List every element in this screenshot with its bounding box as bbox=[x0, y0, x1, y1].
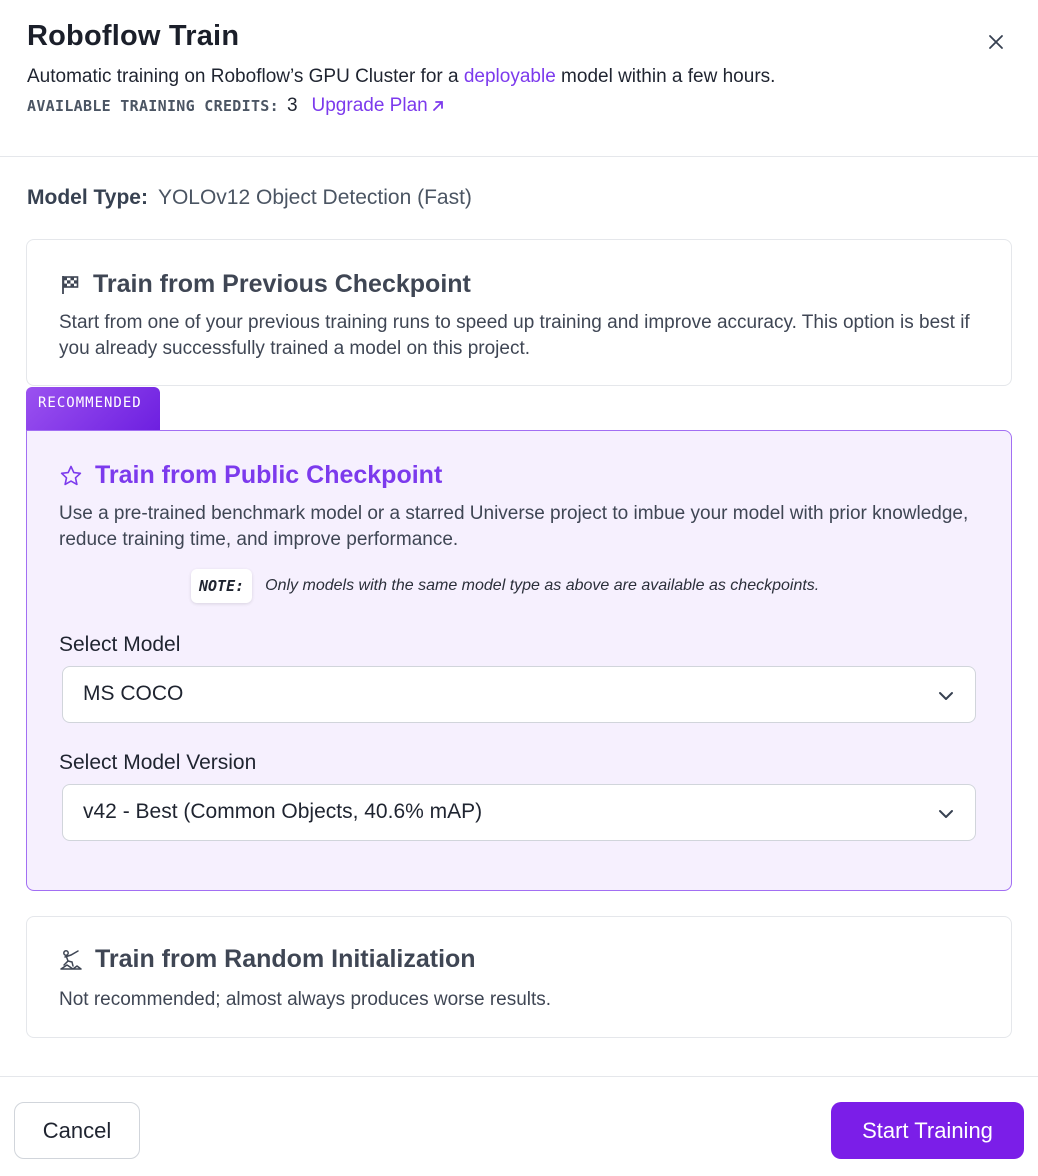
note bbox=[191, 569, 819, 603]
external-arrow-icon bbox=[431, 99, 445, 113]
note-tag: NOTE: bbox=[191, 569, 252, 603]
credits-label: AVAILABLE TRAINING CREDITS: bbox=[27, 97, 279, 115]
option-description: Use a pre-trained benchmark model or a starred Universe project to imbue your model with prior knowledge, reduce training time, and improve performance. bbox=[59, 503, 969, 550]
deployable-link[interactable]: deployable bbox=[463, 66, 556, 87]
upgrade-plan-link[interactable] bbox=[312, 95, 445, 117]
subtitle-text: Automatic training on Roboflow’s GPU Cluster for a bbox=[27, 66, 464, 87]
model-type-label: Model Type: bbox=[27, 186, 148, 209]
star-icon bbox=[59, 464, 83, 488]
select-version-dropdown[interactable] bbox=[62, 784, 976, 841]
chevron-down-icon bbox=[937, 805, 955, 823]
option-title bbox=[59, 945, 476, 974]
option-previous-checkpoint[interactable] bbox=[26, 239, 1012, 386]
footer-divider bbox=[0, 1076, 1038, 1077]
option-public-checkpoint[interactable] bbox=[26, 430, 1012, 891]
option-description: Start from one of your previous training runs to speed up training and improve accuracy. This option is best if you already successfully trained a model on this project. bbox=[59, 312, 970, 359]
recommended-badge: RECOMMENDED bbox=[26, 387, 160, 431]
select-version-label: Select Model Version bbox=[59, 751, 257, 774]
modal-subtitle bbox=[27, 66, 775, 88]
option-title bbox=[59, 270, 471, 299]
start-training-button[interactable]: Start Training bbox=[831, 1102, 1024, 1159]
model-type bbox=[27, 186, 472, 210]
shovel-icon bbox=[59, 948, 83, 972]
upgrade-plan-label: Upgrade Plan bbox=[311, 95, 428, 116]
select-model-value: MS COCO bbox=[83, 682, 184, 705]
option-title-text: Train from Previous Checkpoint bbox=[93, 270, 471, 298]
subtitle-text-end: model within a few hours. bbox=[555, 66, 776, 87]
select-model-dropdown[interactable] bbox=[62, 666, 976, 723]
option-random-initialization[interactable] bbox=[26, 916, 1012, 1038]
chevron-down-icon bbox=[937, 687, 955, 705]
note-text: Only models with the same model type as above are available as checkpoints. bbox=[265, 577, 820, 594]
option-description: Not recommended; almost always produces worse results. bbox=[59, 989, 552, 1010]
select-version-value: v42 - Best (Common Objects, 40.6% mAP) bbox=[83, 800, 483, 823]
option-title bbox=[59, 461, 442, 490]
model-type-value: YOLOv12 Object Detection (Fast) bbox=[157, 186, 472, 209]
credits-count: 3 bbox=[286, 95, 298, 116]
modal-header bbox=[0, 0, 1038, 157]
cancel-button[interactable]: Cancel bbox=[14, 1102, 140, 1159]
modal-title: Roboflow Train bbox=[27, 20, 240, 52]
option-title-text: Train from Random Initialization bbox=[95, 945, 476, 973]
select-model-label: Select Model bbox=[59, 633, 181, 656]
option-title-text: Train from Public Checkpoint bbox=[95, 461, 443, 489]
flag-icon bbox=[59, 274, 81, 296]
training-credits bbox=[27, 95, 445, 117]
close-icon[interactable] bbox=[982, 28, 1010, 56]
